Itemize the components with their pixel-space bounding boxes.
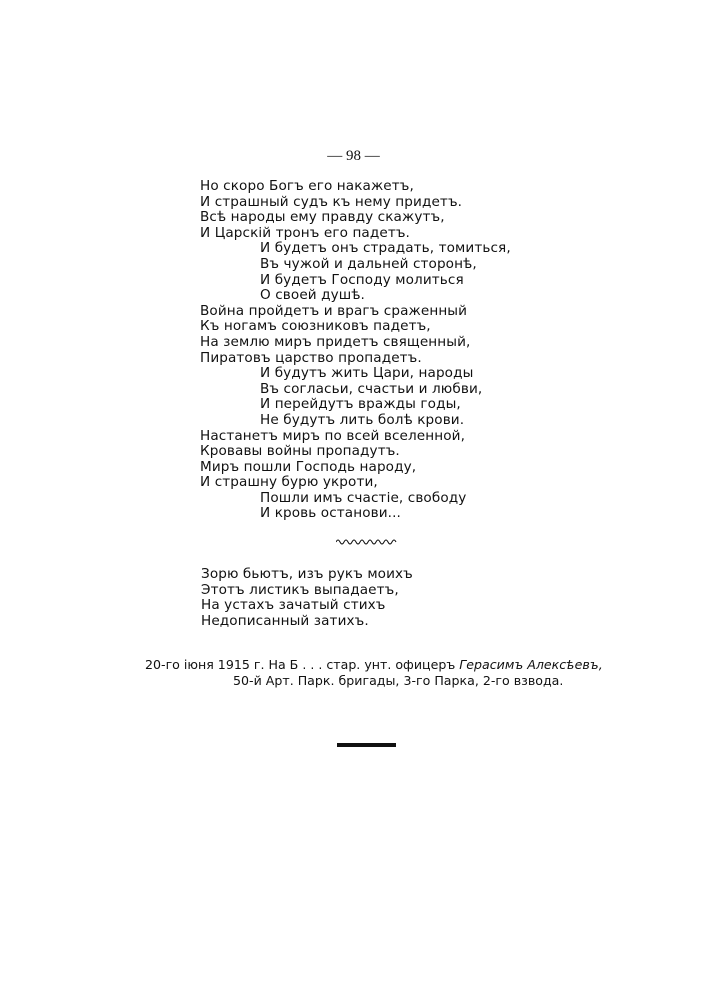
author-name: Герасимъ Алексѣевъ, bbox=[459, 657, 603, 672]
poem-line: И кровь останови... bbox=[260, 505, 401, 522]
poem-line: И будутъ жить Цари, народы bbox=[260, 365, 474, 382]
poem-line: И Царскій тронъ его падетъ. bbox=[200, 224, 410, 241]
signature-block bbox=[145, 657, 603, 689]
page-number: — 98 — bbox=[327, 148, 380, 164]
end-rule bbox=[337, 743, 396, 747]
poem-line: Пошли имъ счастіе, свободу bbox=[260, 489, 467, 506]
poem-line: Война пройдетъ и врагъ сраженный bbox=[200, 302, 468, 319]
poem-line: Миръ пошли Господь народу, bbox=[200, 458, 417, 475]
poem-line: И будетъ онъ страдать, томиться, bbox=[260, 240, 511, 257]
poem-line: И страшну бурю укроти, bbox=[200, 474, 378, 491]
poem-line: Но скоро Богъ его накажетъ, bbox=[200, 178, 414, 194]
poem-line: Кровавы войны пропадутъ. bbox=[200, 443, 400, 460]
poem-line: И страшный судъ къ нему придетъ. bbox=[200, 193, 463, 210]
poem-line: Пиратовъ царство пропадетъ. bbox=[200, 349, 422, 366]
signature-unit: 50-й Арт. Парк. бригады, 3-го Парка, 2-го взвода. bbox=[233, 673, 564, 688]
poem-line: Настанетъ миръ по всей вселенной, bbox=[200, 427, 465, 444]
verse-line: Недописанный затихъ. bbox=[201, 612, 369, 629]
verse-line: Этотъ листикъ выпадаетъ, bbox=[201, 581, 399, 598]
poem-line: И перейдутъ вражды годы, bbox=[260, 396, 461, 413]
verse-line: На устахъ зачатый стихъ bbox=[201, 597, 386, 614]
poem bbox=[200, 178, 511, 522]
closing-verse bbox=[201, 567, 501, 629]
poem-line: Къ ногамъ союзниковъ падетъ, bbox=[200, 318, 431, 335]
poem-line: Не будутъ лить болѣ крови. bbox=[260, 411, 465, 428]
poem-line: О своей душѣ. bbox=[260, 287, 365, 304]
poem-line: На землю миръ придетъ священный, bbox=[200, 333, 471, 350]
poem-line: Въ чужой и дальней сторонѣ, bbox=[260, 255, 477, 272]
poem-line: Всѣ народы ему правду скажутъ, bbox=[200, 209, 445, 226]
signature-line-1 bbox=[145, 657, 603, 673]
poem-line: И будетъ Господу молиться bbox=[260, 271, 464, 288]
ornament-divider bbox=[336, 537, 397, 545]
poem-line: Въ согласьи, счастьи и любви, bbox=[260, 380, 483, 397]
verse-line: Зорю бьютъ, изъ рукъ моихъ bbox=[201, 566, 413, 582]
signature-date-rank: 20-го іюня 1915 г. На Б . . . стар. унт. офицеръ bbox=[145, 657, 456, 672]
